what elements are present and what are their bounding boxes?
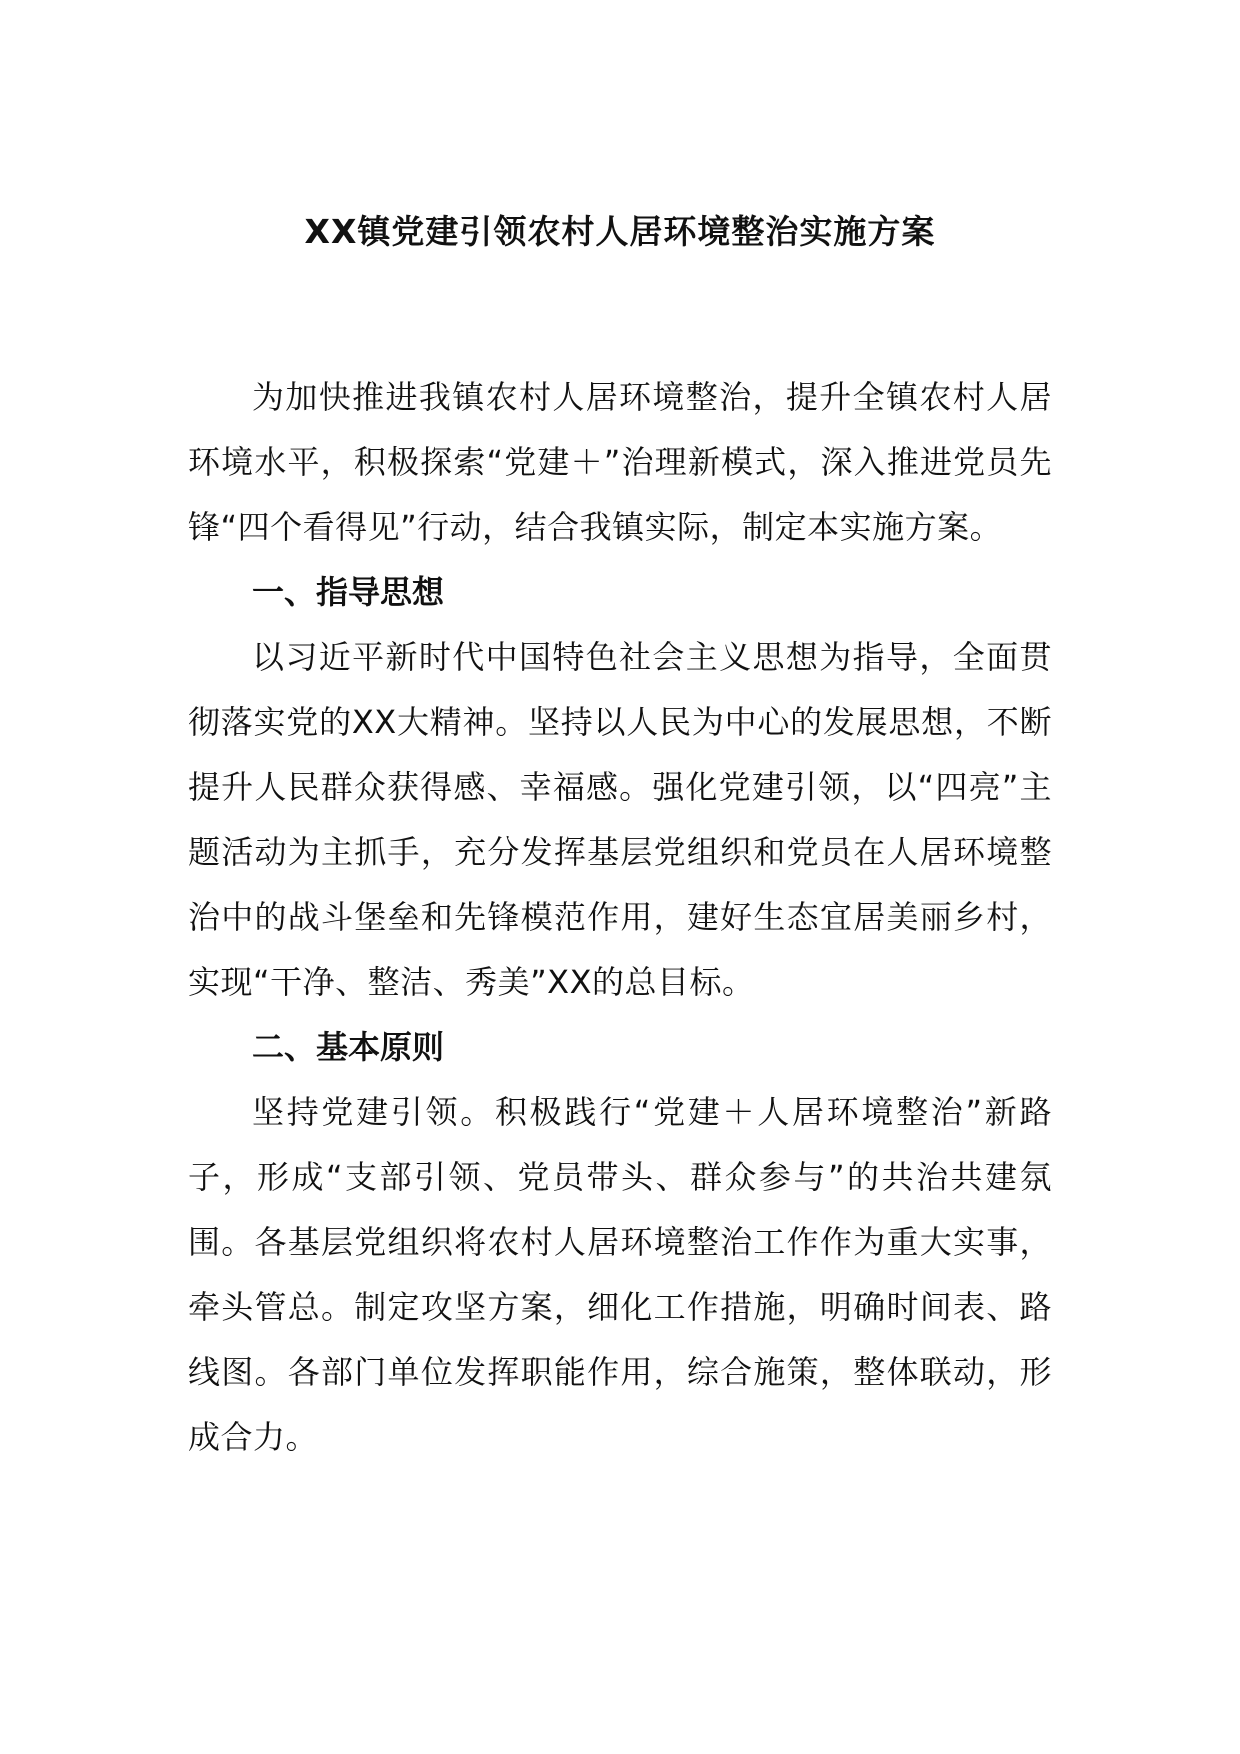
section-heading-basic-principles: 二、基本原则 xyxy=(252,1028,445,1066)
document-title: XX镇党建引领农村人居环境整治实施方案 xyxy=(304,212,936,251)
intro-paragraph: 为加快推进我镇农村人居环境整治，提升全镇农村人居环境水平，积极探索“党建＋”治理新模式，深入推进党员先锋“四个看得见”行动，结合我镇实际，制定本实施方案。 xyxy=(188,378,1052,546)
section-heading-guiding-ideology: 一、指导思想 xyxy=(252,573,445,611)
section-paragraph-basic-principles: 坚持党建引领。积极践行“党建＋人居环境整治”新路子，形成“支部引领、党员带头、群众参与”的共治共建氛围。各基层党组织将农村人居环境整治工作作为重大实事，牵头管总。制定攻坚方案，细化工作措施，明确时间表、路线图。各部门单位发挥职能作用，综合施策，整体联动，形成合力。 xyxy=(188,1093,1052,1456)
document-body xyxy=(188,365,1052,1470)
section-paragraph-guiding-ideology: 以习近平新时代中国特色社会主义思想为指导，全面贯彻落实党的XX大精神。坚持以人民为中心的发展思想，不断提升人民群众获得感、幸福感。强化党建引领，以“四亮”主题活动为主抓手，充分发挥基层党组织和党员在人居环境整治中的战斗堡垒和先锋模范作用，建好生态宜居美丽乡村，实现“干净、整洁、秀美”XX的总目标。 xyxy=(188,638,1052,1001)
